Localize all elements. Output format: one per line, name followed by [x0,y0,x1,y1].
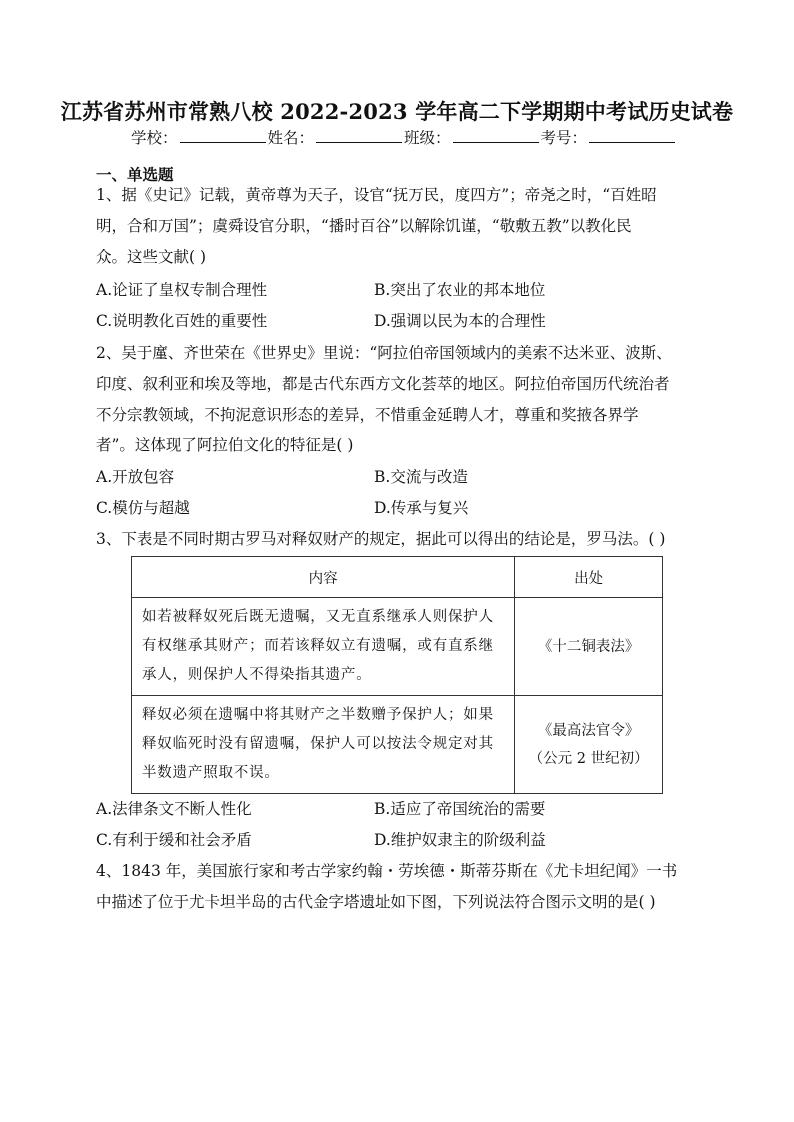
exam-title: 江苏省苏州市常熟八校 2022-2023 学年高二下学期期中考试历史试卷 [60,99,734,124]
q3-stem: 3、下表是不同时期古罗马对释奴财产的规定，据此可以得出的结论是，罗马法。( ) [96,530,666,548]
q1-option-a: A.论证了皇权专制合理性 [96,281,268,299]
q2-line-2: 印度、叙利亚和埃及等地，都是古代东西方文化荟萃的地区。阿拉伯帝国历代统治者 [96,375,670,393]
name-blank [316,128,402,143]
table-cell-content [132,598,515,696]
table-cell-source [515,598,663,696]
q1-line-1: 1、据《史记》记载，黄帝尊为天子，设官“抚万民，度四方”；帝尧之时，“百姓昭 [96,186,657,204]
exam-no-label: 考号： [540,129,588,147]
student-info-line [131,126,677,148]
q1-option-c: C.说明教化百姓的重要性 [96,312,268,330]
q2-line-3: 不分宗教领域，不拘泥意识形态的差异，不惜重金延聘人才，尊重和奖掖各界学 [96,406,639,424]
table-header-source: 出处 [515,557,663,598]
rome-law-table [131,556,663,794]
q1-option-b: B.突出了农业的邦本地位 [374,281,546,299]
q2-option-a: A.开放包容 [96,468,175,486]
q4-line-2: 中描述了位于尤卡坦半岛的古代金字塔遗址如下图，下列说法符合图示文明的是( ) [96,893,656,911]
q2-option-d: D.传承与复兴 [374,499,469,517]
row2-source-date: （公元 2 世纪初） [528,750,649,767]
table-cell-content [132,696,515,794]
name-label: 姓名： [267,129,315,147]
q3-option-c: C.有利于缓和社会矛盾 [96,831,252,849]
section-heading: 一、单选题 [96,165,174,184]
q3-option-b: B.适应了帝国统治的需要 [374,800,546,818]
school-blank [180,128,266,143]
q2-line-1: 2、吴于廑、齐世荣在《世界史》里说：“阿拉伯帝国领域内的美索不达米亚、波斯、 [96,344,672,362]
row1-source: 《十二铜表法》 [537,638,640,655]
q3-option-a: A.法律条文不断人性化 [96,800,252,818]
row1-content: 如若被释奴死后既无遗嘱，又无直系继承人则保护人有权继承其财产；而若该释奴立有遗嘱，或有直系继承人，则保护人不得染指其遗产。 [142,609,494,683]
q1-option-d: D.强调以民为本的合理性 [374,312,546,330]
q2-line-4: 者”。这体现了阿拉伯文化的特征是( ) [96,436,354,454]
row2-source-title: 《最高法官令》 [537,722,640,739]
school-label: 学校： [131,129,178,147]
class-label: 班级： [404,129,451,147]
table-header-row [132,557,663,598]
row2-content: 释奴必须在遗嘱中将其财产之半数赠予保护人；如果释奴临死时没有留遗嘱，保护人可以按法令规定对其半数遗产照取不误。 [142,707,494,781]
q2-option-c: C.模仿与超越 [96,499,190,517]
q4-line-1: 4、1843 年，美国旅行家和考古学家约翰・劳埃德・斯蒂芬斯在《尤卡坦纪闻》一书 [96,862,678,880]
q1-line-2: 明，合和万国”；虞舜设官分职，“播时百谷”以解除饥谨，“敬敷五教”以教化民 [96,217,632,235]
exam-no-blank [589,128,675,143]
class-blank [453,128,539,143]
table-cell-source [515,696,663,794]
table-row [132,598,663,696]
q1-line-3: 众。这些文献( ) [96,248,207,266]
q2-option-b: B.交流与改造 [374,468,468,486]
q3-option-d: D.维护奴隶主的阶级利益 [374,831,546,849]
table-row [132,696,663,794]
table-header-content: 内容 [132,557,515,598]
